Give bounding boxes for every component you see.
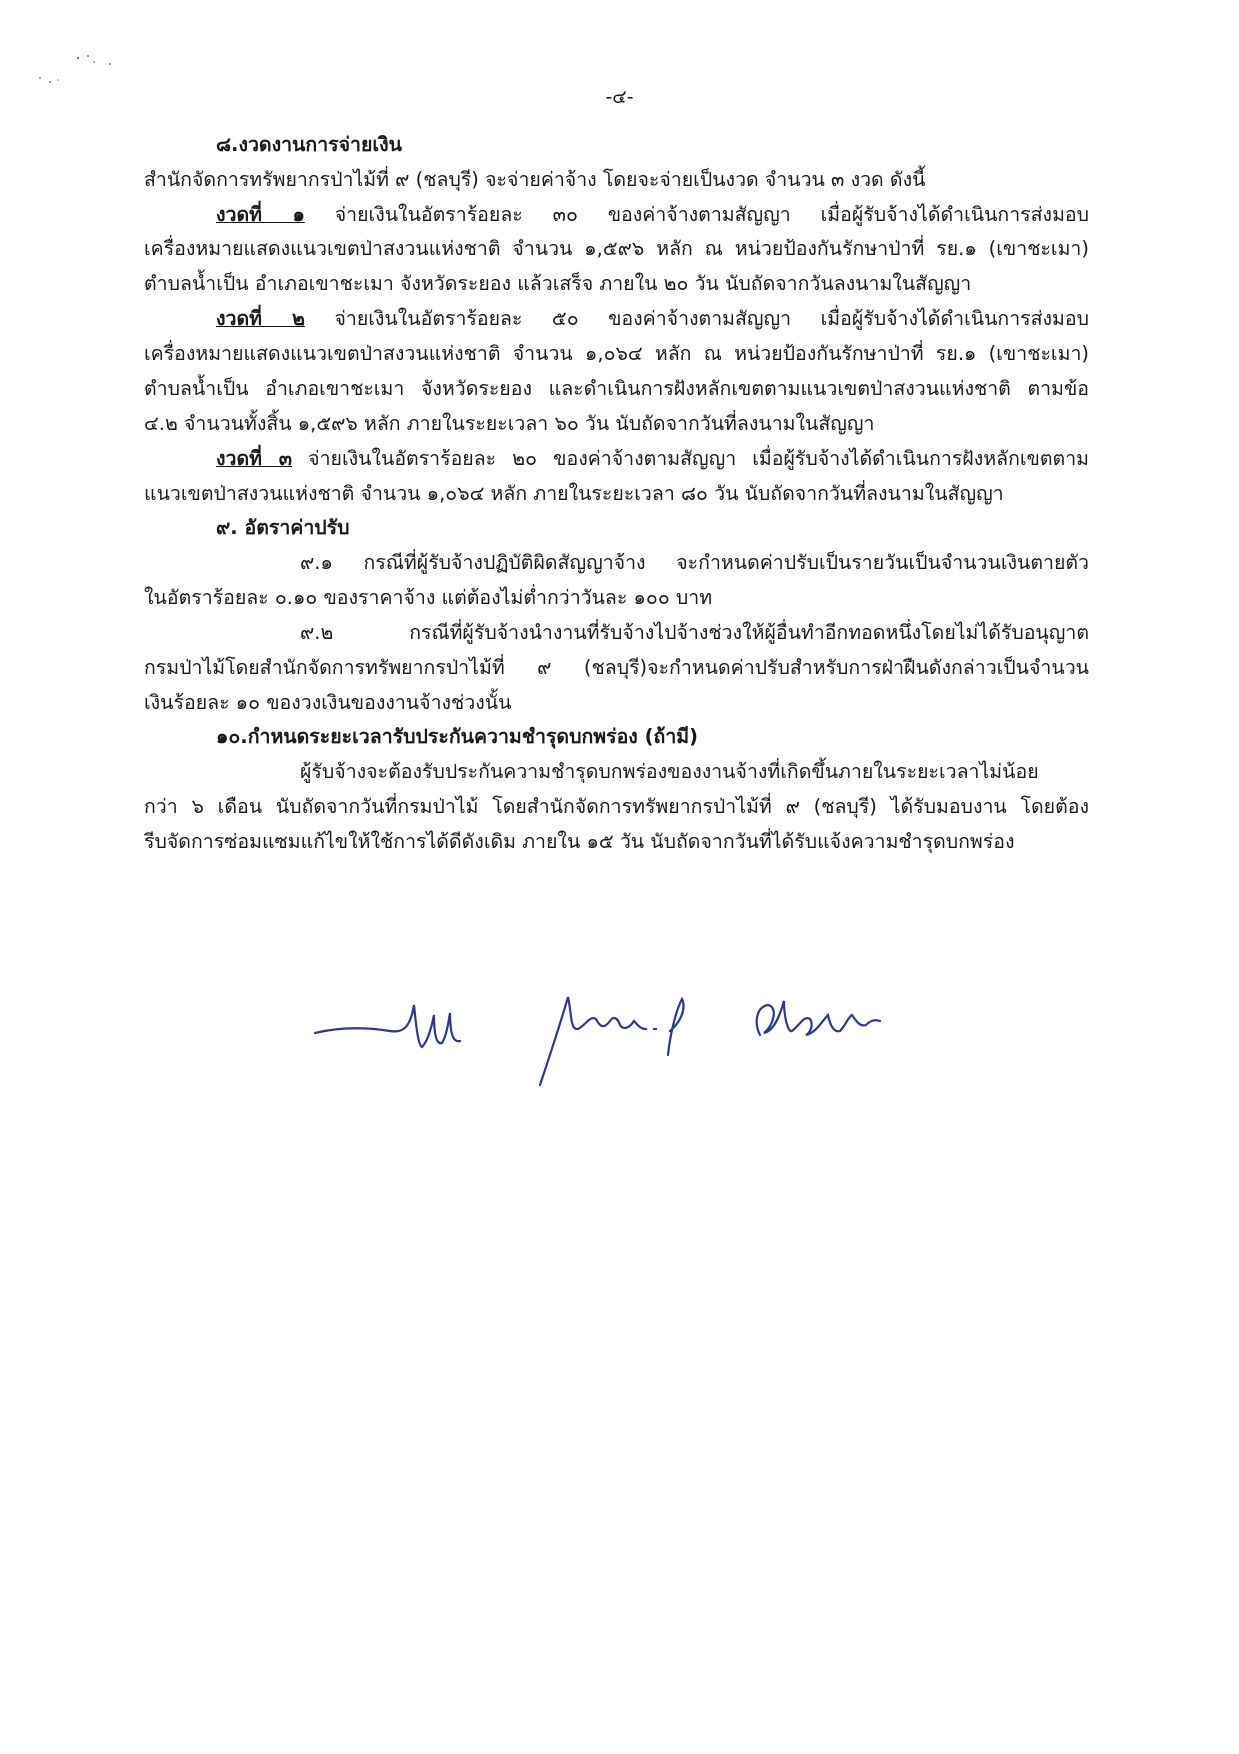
installment-3-line-2: แนวเขตป่าสงวนแห่งชาติ จำนวน ๑,๐๖๔ หลัก ภายในระยะเวลา ๘๐ วัน นับถัดจากวันที่ลงนามในสัญญา xyxy=(144,482,1004,505)
section-9-1-line-2: ในอัตราร้อยละ ๐.๑๐ ของราคาจ้าง แต่ต้องไม่ต่ำกว่าวันละ ๑๐๐ บาท xyxy=(144,586,713,609)
installment-1-line-2: เครื่องหมายแสดงแนวเขตป่าสงวนแห่งชาติ จำนวน ๑,๕๙๖ หลัก ณ หน่วยป้องกันรักษาป่าที่ รย.๑ (เขาชะเมา) xyxy=(144,237,1089,260)
signature-2 xyxy=(520,985,700,1095)
section-9-heading: ๙. อัตราค่าปรับ xyxy=(216,516,350,539)
section-10-line-3: รีบจัดการซ่อมแซมแก้ไขให้ใช้การได้ดีดังเดิม ภายใน ๑๕ วัน นับถัดจากวันที่ได้รับแจ้งความชำรุดบกพร่อง xyxy=(144,830,1015,853)
section-9-1-line-1: ๙.๑ กรณีที่ผู้รับจ้างปฏิบัติผิดสัญญาจ้าง จะกำหนดค่าปรับเป็นรายวันเป็นจำนวนเงินตายตัว xyxy=(300,551,1089,574)
section-8-intro: สำนักจัดการทรัพยากรป่าไม้ที่ ๙ (ชลบุรี) จะจ่ายค่าจ้าง โดยจะจ่ายเป็นงวด จำนวน ๓ งวด ดังนี้ xyxy=(144,168,926,191)
signature-3 xyxy=(730,985,900,1065)
installment-3-line-1 xyxy=(216,445,1089,473)
installment-2-line-1 xyxy=(216,305,1089,333)
installment-1-line-1 xyxy=(216,201,1089,229)
installment-2-text: จ่ายเงินในอัตราร้อยละ ๕๐ ของค่าจ้างตามสัญญา เมื่อผู้รับจ้างได้ดำเนินการส่งมอบ xyxy=(334,307,1089,330)
section-9-2-line-3: เงินร้อยละ ๑๐ ของวงเงินของงานจ้างช่วงนั้น xyxy=(144,691,512,714)
signatures xyxy=(300,985,900,1105)
section-10-line-1: ผู้รับจ้างจะต้องรับประกันความชำรุดบกพร่องของงานจ้างที่เกิดขึ้นภายในระยะเวลาไม่น้อย xyxy=(300,760,1039,783)
section-10-line-2: กว่า ๖ เดือน นับถัดจากวันที่กรมป่าไม้ โดยสำนักจัดการทรัพยากรป่าไม้ที่ ๙ (ชลบุรี) ได้รับมอบงาน โดยต้อง xyxy=(144,795,1089,818)
installment-3-text: จ่ายเงินในอัตราร้อยละ ๒๐ ของค่าจ้างตามสัญญา เมื่อผู้รับจ้างได้ดำเนินการฝังหลักเขตตาม xyxy=(308,447,1089,470)
section-9-2-line-2: กรมป่าไม้โดยสำนักจัดการทรัพยากรป่าไม้ที่ ๙ (ชลบุรี)จะกำหนดค่าปรับสำหรับการฝ่าฝืนดังกล่าวเป็นจำนวน xyxy=(144,656,1089,679)
installment-2-label: งวดที่ ๒ xyxy=(216,307,305,330)
section-8-heading: ๘.งวดงานการจ่ายเงิน xyxy=(216,133,402,156)
section-10-heading: ๑๐.กำหนดระยะเวลารับประกันความชำรุดบกพร่อง (ถ้ามี) xyxy=(216,725,699,748)
installment-2-line-3: ตำบลน้ำเป็น อำเภอเขาชะเมา จังหวัดระยอง และดำเนินการฝังหลักเขตตามแนวเขตป่าสงวนแห่งชาติ ตามข้อ xyxy=(144,377,1089,400)
installment-2-line-4: ๔.๒ จำนวนทั้งสิ้น ๑,๕๙๖ หลัก ภายในระยะเวลา ๖๐ วัน นับถัดจากวันที่ลงนามในสัญญา xyxy=(144,412,875,435)
signature-1 xyxy=(310,985,480,1065)
section-9-2-line-1: ๙.๒ กรณีที่ผู้รับจ้างนำงานที่รับจ้างไปจ้างช่วงให้ผู้อื่นทำอีกทอดหนึ่งโดยไม่ได้รับอนุญาต xyxy=(300,621,1089,644)
installment-2-line-2: เครื่องหมายแสดงแนวเขตป่าสงวนแห่งชาติ จำนวน ๑,๐๖๔ หลัก ณ หน่วยป้องกันรักษาป่าที่ รย.๑ (เขาชะเมา) xyxy=(144,342,1089,365)
installment-1-text: จ่ายเงินในอัตราร้อยละ ๓๐ ของค่าจ้างตามสัญญา เมื่อผู้รับจ้างได้ดำเนินการส่งมอบ xyxy=(334,203,1090,226)
installment-1-label: งวดที่ ๑ xyxy=(216,203,305,226)
installment-1-line-3: ตำบลน้ำเป็น อำเภอเขาชะเมา จังหวัดระยอง แล้วเสร็จ ภายใน ๒๐ วัน นับถัดจากวันลงนามในสัญญา xyxy=(144,272,972,295)
installment-3-label: งวดที่ ๓ xyxy=(216,447,293,470)
page-number: -๔- xyxy=(605,86,634,108)
